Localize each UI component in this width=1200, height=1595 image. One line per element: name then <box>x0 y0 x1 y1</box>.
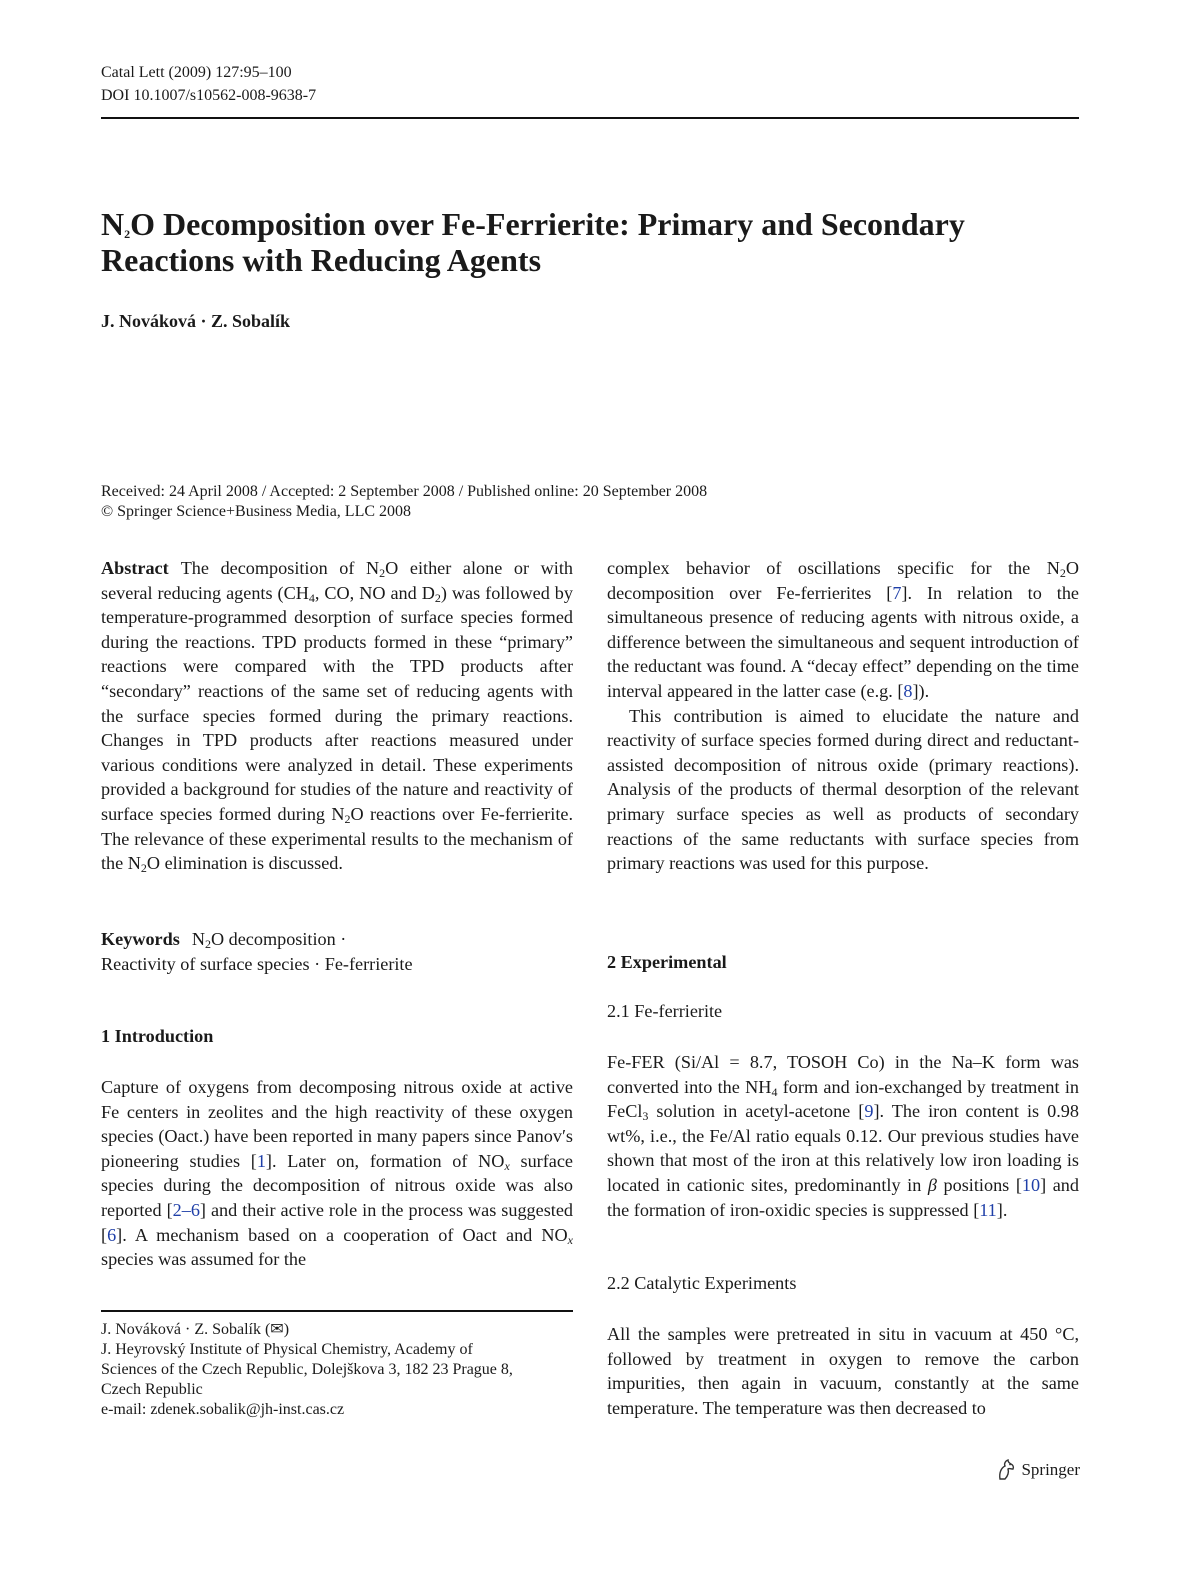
citation-link[interactable]: 1 <box>256 1150 266 1171</box>
citation-link[interactable]: 2–6 <box>172 1199 200 1220</box>
doi: DOI 10.1007/s10562-008-9638-7 <box>101 87 317 104</box>
copyright: © Springer Science+Business Media, LLC 2008 <box>101 503 412 520</box>
subsection-heading-fe-ferrierite: 2.1 Fe-ferrierite <box>607 1001 723 1021</box>
publisher-name: Springer <box>1021 1460 1080 1479</box>
publication-dates: Received: 24 April 2008 / Accepted: 2 September 2008 / Published online: 20 September 2008 <box>101 483 708 500</box>
section-heading-introduction: 1 Introduction <box>101 1026 214 1046</box>
email-link[interactable]: e-mail: zdenek.sobalik@jh-inst.cas.cz <box>101 1401 345 1418</box>
citation-link[interactable]: 8 <box>903 680 913 701</box>
keywords-label: Keywords <box>101 929 180 949</box>
paper-title: $N_2O$ Decomposition over Fe-Ferrierite: Primary and Secondary Reactions with Reducing Agents <box>101 206 965 278</box>
fe-ferrierite-text: Fe-FER (Si/Al = 8.7, TOSOH Co) in the Na–K form was converted into the $NH_4$ form and ion-exchanged by treatment in FeCl$_3$ solution in acetyl-acetone [9]. The iron content is 0.98 wt%, i.e., the Fe/Al ratio equals 0.12. Our previous studies have shown that most of the iron at this relatively low iron loading is located in cationic sites, predominantly in β positions [10] and the formation of iron-oxidic species is suppressed [11]. <box>607 1052 1080 1220</box>
citation-link[interactable]: 10 <box>1021 1174 1041 1195</box>
springer-horse-icon <box>996 1459 1016 1481</box>
journal-citation: Catal Lett (2009) 127:95–100 <box>101 64 292 81</box>
introduction-text: Capture of oxygens from decomposing nitrous oxide at active Fe centers in zeolites and the high reactivity of these oxygen species (Oact.) have been reported in many papers since Panov′s pioneering studies [1]. Later on, formation of $NO_x$ surface species during the decomposition of nitrous oxide was also reported [2–6] and their active role in the process was suggested [6]. A mechanism based on a cooperation of Oact and $NO_x$ species was assumed for the <box>101 1077 574 1270</box>
author-affiliation: J. Nováková · Z. Sobalík (✉) J. Heyrovský Institute of Physical Chemistry, Academy of Sciences of the Czech Republic, Dolejškova 3, 182 23 Prague 8, Czech Republic e-mail: zdenek.sobalik@jh-inst.cas.cz <box>101 1320 581 1420</box>
keywords: Keywords $N_2O$ decomposition · Reactivity of surface species · Fe-ferrierite <box>101 929 413 974</box>
subsection-heading-catalytic-experiments: 2.2 Catalytic Experiments <box>607 1273 797 1293</box>
intro-continued: complex behavior of oscillations specific for the $N_2O$ decomposition over Fe-ferrierites [7]. In relation to the simultaneous presence of reducing agents with nitrous oxide, a difference between the simultaneous and sequent introduction of the reductant was found. A “decay effect” depending on the time interval appeared in the latter case (e.g. [8]). This contribution is aimed to elucidate the nature and reactivity of surface species formed during direct and reductant-assisted decomposition of nitrous oxide (primary reactions). Analysis of the products of thermal desorption of the relevant primary surface species as well as products of secondary reactions of the same reductants with surface species from primary reactions was used for this purpose. <box>607 558 1080 874</box>
citation-link[interactable]: 6 <box>107 1224 117 1245</box>
publisher-logo <box>996 1459 1080 1481</box>
catalytic-experiments-text: All the samples were pretreated in situ in vacuum at 450 °C, followed by treatment in oxygen to remove the carbon impurities, then again in vacuum, constantly at the same temperature. The temperature was then decreased to <box>607 1324 1079 1418</box>
citation-link[interactable]: 11 <box>979 1199 997 1220</box>
authors: J. Nováková · Z. Sobalík <box>101 311 291 331</box>
abstract: Abstract The decomposition of $N_2O$ either alone or with several reducing agents ($CH_4$, CO, NO and $D_2$) was followed by temperature-programmed desorption of surface species formed during the reactions. TPD products formed in these “primary” reactions were compared with the TPD products after “secondary” reactions of the same set of reducing agents with the surface species formed during the primary reactions. Changes in TPD products after reactions measured under various conditions were analyzed in detail. These experiments provided a background for studies of the nature and reactivity of surface species formed during $N_2O$ reactions over Fe-ferrierite. The relevance of these experimental results to the mechanism of the $N_2O$ elimination is discussed. <box>101 558 574 876</box>
header-rule <box>101 117 1079 119</box>
citation-link[interactable]: 7 <box>892 582 902 603</box>
abstract-label: Abstract <box>101 558 169 578</box>
citation-link[interactable]: 9 <box>864 1101 874 1122</box>
section-heading-experimental: 2 Experimental <box>607 952 727 972</box>
footnote-rule <box>101 1310 573 1312</box>
